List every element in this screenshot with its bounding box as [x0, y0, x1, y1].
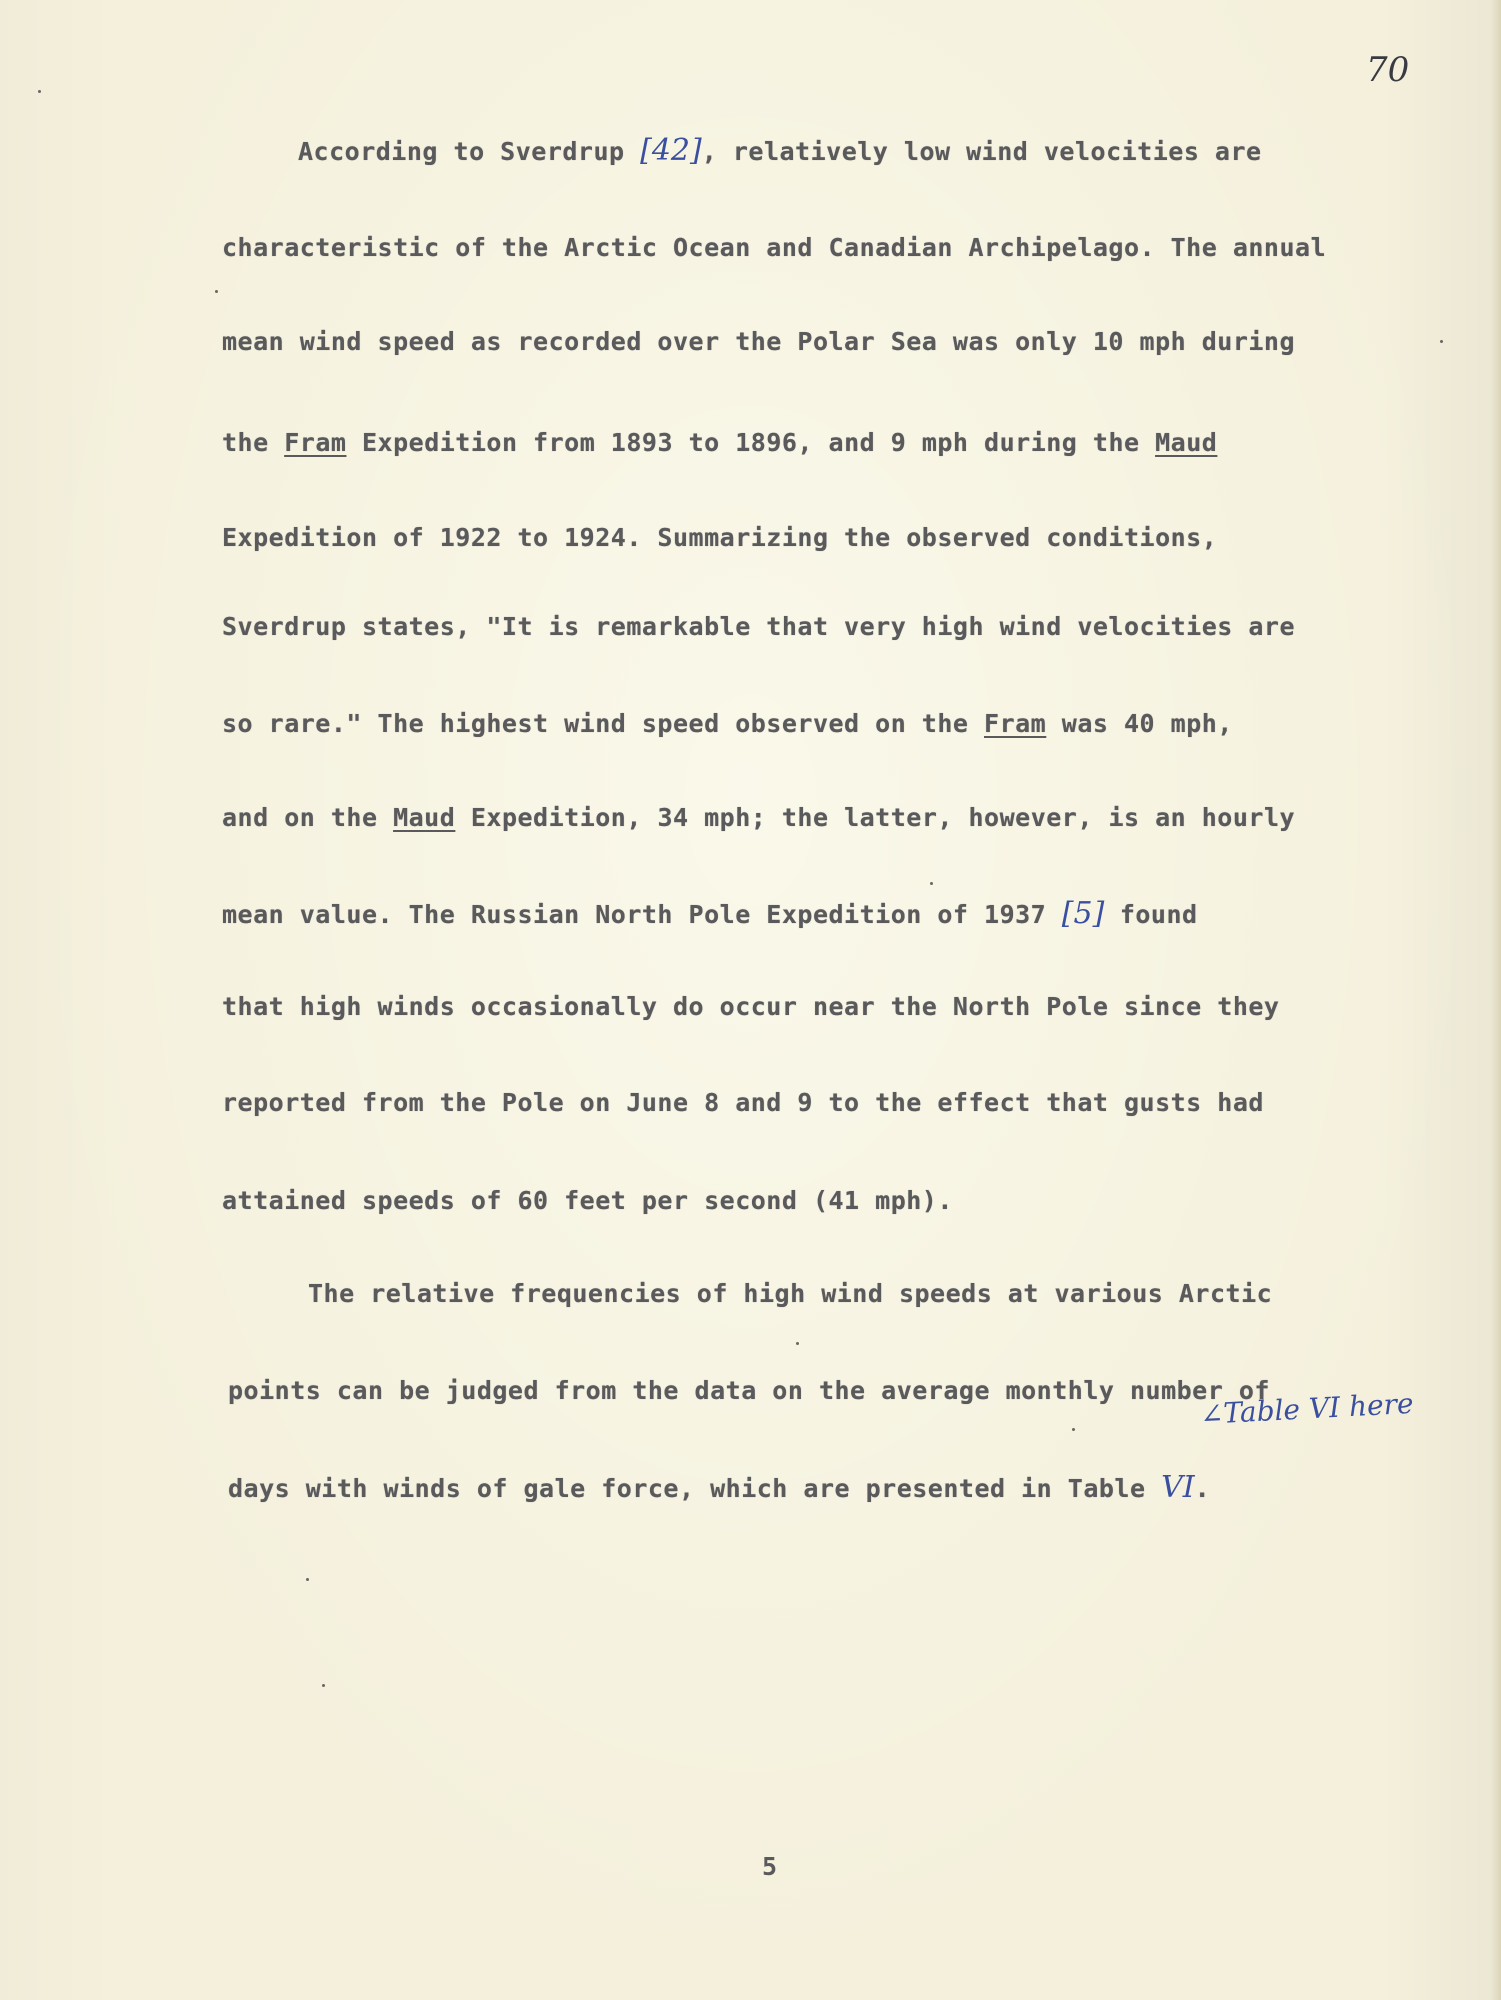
handwritten-reference-5: [5]: [1061, 896, 1105, 931]
text-run: so rare." The highest wind speed observed on the: [222, 709, 985, 738]
text-run: found: [1104, 900, 1198, 929]
paragraph-1-line-3: mean wind speed as recorded over the Polar Sea was only 10 mph during: [222, 327, 1296, 356]
paragraph-1-line-4: [222, 427, 1217, 459]
paragraph-2-line-3: [228, 1472, 1210, 1505]
paragraph-1-line-11: reported from the Pole on June 8 and 9 to the effect that gusts had: [222, 1088, 1264, 1117]
paragraph-1-line-8: [222, 802, 1295, 834]
text-run: Expedition, 34 mph; the latter, however, is an hourly: [455, 803, 1296, 832]
handwritten-page-number: 70: [1366, 50, 1410, 90]
text-run: mean value. The Russian North Pole Expedition of 1937: [222, 900, 1062, 929]
text-run: According to Sverdrup: [298, 137, 641, 166]
paragraph-1-line-1: [298, 135, 1262, 168]
text-run: .: [1194, 1474, 1211, 1503]
text-run: days with winds of gale force, which are presented in Table: [228, 1474, 1162, 1503]
text-run: and on the: [222, 803, 394, 832]
paper-edge-shadow: [1491, 0, 1501, 2000]
paper-speck: [306, 1578, 309, 1581]
ship-name-maud: Maud: [393, 803, 456, 832]
ship-name-fram: Fram: [284, 428, 347, 457]
paper-speck: [1072, 1428, 1075, 1431]
paper-speck: [215, 290, 218, 293]
paragraph-1-line-7: [222, 708, 1233, 740]
paragraph-1-line-9: [222, 898, 1198, 931]
paragraph-1-line-5: Expedition of 1922 to 1924. Summarizing the observed conditions,: [222, 523, 1218, 552]
paragraph-2-line-1: The relative frequencies of high wind speeds at various Arctic: [308, 1279, 1273, 1308]
ship-name-maud: Maud: [1155, 428, 1218, 457]
typed-page-number: 5: [762, 1852, 778, 1881]
paper-speck: [930, 882, 933, 885]
handwritten-reference-42: [42]: [640, 133, 702, 168]
paper-speck: [1440, 340, 1443, 343]
text-run: was 40 mph,: [1046, 709, 1233, 738]
paper-speck: [322, 1684, 325, 1687]
handwritten-table-number: VI: [1161, 1470, 1195, 1505]
paragraph-1-line-6: Sverdrup states, "It is remarkable that very high wind velocities are: [222, 612, 1296, 641]
text-run: the: [222, 428, 285, 457]
handwritten-insert-note: ∠Table VI here: [1199, 1386, 1415, 1431]
paper-speck: [796, 1342, 799, 1345]
paragraph-1-line-2: characteristic of the Arctic Ocean and Canadian Archipelago. The annual: [222, 233, 1327, 262]
text-run: , relatively low wind velocities are: [701, 137, 1262, 166]
paragraph-1-line-10: that high winds occasionally do occur near the North Pole since they: [222, 992, 1280, 1021]
text-run: Expedition from 1893 to 1896, and 9 mph during the: [346, 428, 1156, 457]
paragraph-2-line-2: points can be judged from the data on the average monthly number of: [228, 1376, 1270, 1405]
paragraph-1-line-12: attained speeds of 60 feet per second (41 mph).: [222, 1186, 953, 1215]
paper-speck: [38, 90, 41, 93]
ship-name-fram: Fram: [984, 709, 1047, 738]
